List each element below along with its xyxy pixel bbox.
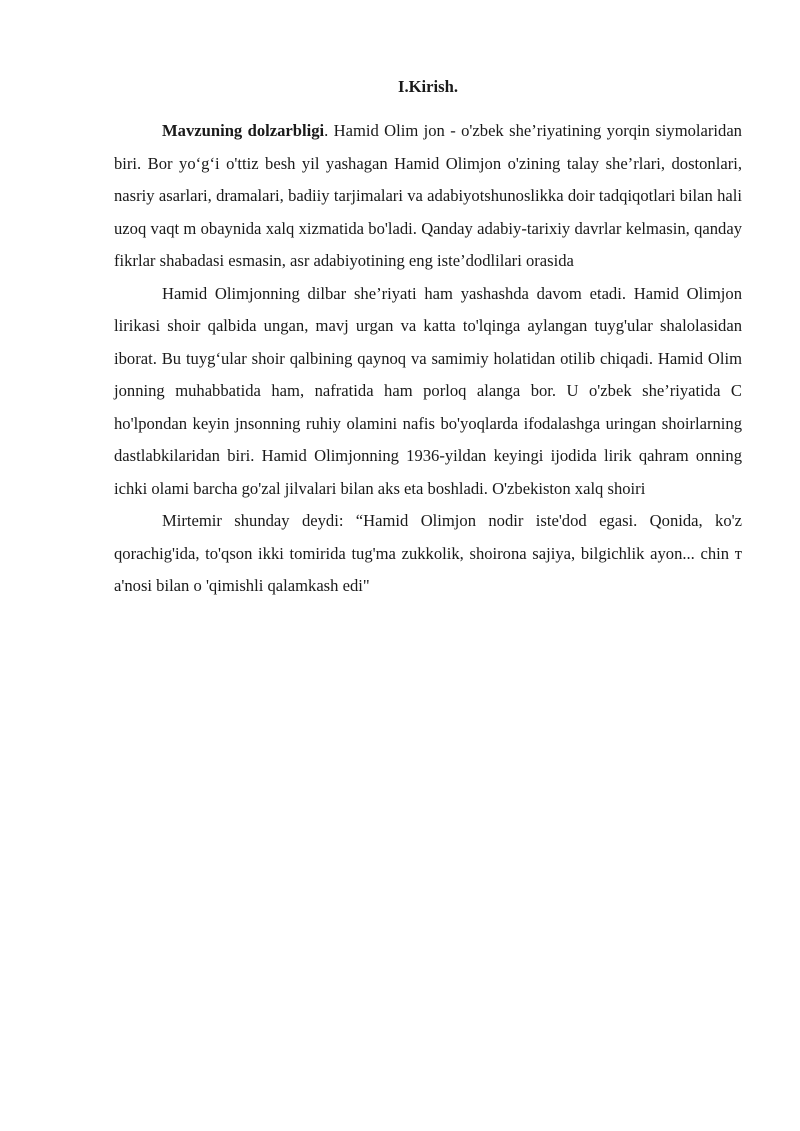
paragraph-2 <box>114 278 742 506</box>
paragraph-1-text: . Hamid Olim jon - o'zbek she’riyatining yorqin siymolaridan biri. Bor yo‘g‘i o'ttiz besh yil yashagan Hamid Olimjon o'zining talay she’rlari, dostonlari, nasriy asarlari, dramalari, badiiy tarjimalari va adabiyotshunoslikka doir tadqiqotlari bilan hali uzoq vaqt m obaynida xalq xizmatida bo'ladi. Qanday adabiy-tarixiy davrlar kelmasin, qanday fikrlar shabadasi esmasin, asr adabiyotining eng iste’dodlilari orasida <box>114 121 742 270</box>
paragraph-1-lead: Mavzuning dolzarbligi <box>162 121 325 140</box>
paragraph-2-text: Hamid Olimjonning dilbar she’riyati ham yashashda davom etadi. Hamid Olimjon lirikasi shoir qalbida ungan, mavj urgan va katta to'lqinga aylangan tuyg'ular shalolasidan iborat. Bu tuyg‘ular shoir qalbining qaynoq va samimiy holatidan otilib chiqadi. Hamid Olim jonning muhabbatida ham, nafratida ham porloq alanga bor. U o'zbek she’riyatida C ho'lpondan keyin jnsonning ruhiy olamini nafis bo'yoqlarda ifodalashga uringan shoirlarning dastlabkilaridan biri. Hamid Olimjonning 1936-yildan keyingi ijodida lirik qahram onning ichki olami barcha go'zal jilvalari bilan aks eta boshladi. O'zbekiston xalq shoiri <box>114 283 742 498</box>
paragraph-3 <box>114 505 742 603</box>
paragraph-1 <box>114 115 742 278</box>
document-body <box>114 75 742 603</box>
paragraph-3-text: Mirtemir shunday deydi: “Hamid Olimjon nodir iste'dod egasi. Qonida, ko'z qorachig'ida, to'qson ikki tomirida tug'ma zukkolik, shoirona sajiya, bilgichlik ayon... chin т a'nosi bilan o 'qimishli qalamkash edi" <box>114 511 742 595</box>
section-heading: I.Kirish. <box>398 77 458 96</box>
